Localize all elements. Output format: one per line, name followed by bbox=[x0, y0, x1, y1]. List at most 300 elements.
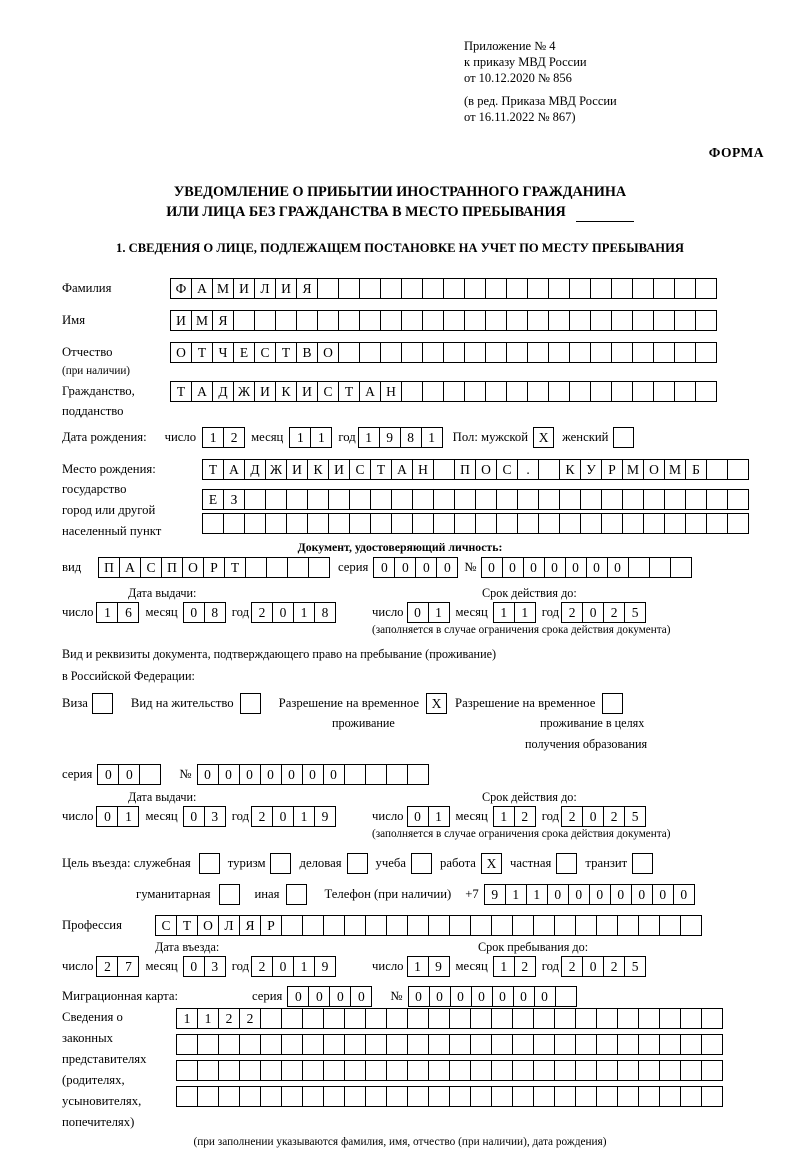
char-cell[interactable] bbox=[527, 278, 549, 299]
char-cell[interactable]: И bbox=[296, 381, 318, 402]
char-cell[interactable]: 1 bbox=[505, 884, 527, 905]
char-cell[interactable] bbox=[491, 1034, 513, 1055]
char-cell[interactable]: 0 bbox=[502, 557, 524, 578]
char-cell[interactable] bbox=[254, 310, 276, 331]
char-cell[interactable]: 0 bbox=[287, 986, 309, 1007]
char-cell[interactable]: 9 bbox=[314, 956, 336, 977]
char-cell[interactable] bbox=[401, 310, 423, 331]
char-cell[interactable] bbox=[443, 342, 465, 363]
char-cell[interactable]: 2 bbox=[514, 956, 536, 977]
char-cell[interactable] bbox=[695, 278, 717, 299]
char-cell[interactable]: Д bbox=[244, 459, 266, 480]
char-cell[interactable] bbox=[307, 513, 329, 534]
char-cell[interactable] bbox=[464, 310, 486, 331]
char-cell[interactable]: Т bbox=[338, 381, 360, 402]
char-cell[interactable]: Т bbox=[202, 459, 224, 480]
char-cell[interactable]: 2 bbox=[239, 1008, 261, 1029]
char-cell[interactable] bbox=[533, 1086, 555, 1107]
char-cell[interactable]: 9 bbox=[379, 427, 401, 448]
char-cell[interactable] bbox=[449, 1034, 471, 1055]
char-cell[interactable] bbox=[449, 1086, 471, 1107]
char-cell[interactable]: С bbox=[496, 459, 518, 480]
char-cell[interactable]: 0 bbox=[272, 602, 294, 623]
char-cell[interactable]: 9 bbox=[484, 884, 506, 905]
char-cell[interactable] bbox=[617, 1034, 639, 1055]
char-cell[interactable]: А bbox=[359, 381, 381, 402]
char-cell[interactable] bbox=[701, 1060, 723, 1081]
char-cell[interactable]: 0 bbox=[394, 557, 416, 578]
char-cell[interactable] bbox=[407, 1034, 429, 1055]
char-cell[interactable]: 2 bbox=[251, 956, 273, 977]
char-cell[interactable] bbox=[674, 310, 696, 331]
char-cell[interactable] bbox=[281, 1008, 303, 1029]
citizenship-input[interactable] bbox=[170, 381, 717, 402]
char-cell[interactable]: 5 bbox=[624, 806, 646, 827]
char-cell[interactable] bbox=[443, 278, 465, 299]
char-cell[interactable]: М bbox=[622, 459, 644, 480]
char-cell[interactable]: 1 bbox=[289, 427, 311, 448]
char-cell[interactable] bbox=[239, 1086, 261, 1107]
birth-year-input[interactable] bbox=[358, 427, 443, 448]
char-cell[interactable]: 0 bbox=[450, 986, 472, 1007]
char-cell[interactable] bbox=[365, 1034, 387, 1055]
char-cell[interactable] bbox=[302, 915, 324, 936]
char-cell[interactable] bbox=[197, 1086, 219, 1107]
char-cell[interactable] bbox=[727, 459, 749, 480]
char-cell[interactable] bbox=[197, 1060, 219, 1081]
char-cell[interactable] bbox=[580, 513, 602, 534]
char-cell[interactable]: С bbox=[254, 342, 276, 363]
char-cell[interactable]: 0 bbox=[513, 986, 535, 1007]
char-cell[interactable] bbox=[659, 1060, 681, 1081]
permit-valid-month-input[interactable] bbox=[493, 806, 536, 827]
char-cell[interactable]: 1 bbox=[407, 956, 429, 977]
char-cell[interactable]: 8 bbox=[204, 602, 226, 623]
char-cell[interactable]: 0 bbox=[534, 986, 556, 1007]
char-cell[interactable] bbox=[370, 489, 392, 510]
char-cell[interactable] bbox=[555, 986, 577, 1007]
permit-valid-day-input[interactable] bbox=[407, 806, 450, 827]
char-cell[interactable]: 0 bbox=[96, 806, 118, 827]
char-cell[interactable] bbox=[617, 915, 639, 936]
char-cell[interactable] bbox=[380, 310, 402, 331]
char-cell[interactable]: 0 bbox=[308, 986, 330, 1007]
char-cell[interactable] bbox=[223, 513, 245, 534]
char-cell[interactable] bbox=[338, 278, 360, 299]
char-cell[interactable] bbox=[527, 342, 549, 363]
char-cell[interactable] bbox=[407, 1008, 429, 1029]
char-cell[interactable]: К bbox=[559, 459, 581, 480]
char-cell[interactable]: К bbox=[307, 459, 329, 480]
char-cell[interactable] bbox=[202, 513, 224, 534]
char-cell[interactable] bbox=[575, 915, 597, 936]
char-cell[interactable]: 1 bbox=[526, 884, 548, 905]
char-cell[interactable]: 2 bbox=[603, 806, 625, 827]
char-cell[interactable]: 0 bbox=[281, 764, 303, 785]
char-cell[interactable]: Ф bbox=[170, 278, 192, 299]
char-cell[interactable] bbox=[575, 1086, 597, 1107]
char-cell[interactable]: 5 bbox=[624, 602, 646, 623]
char-cell[interactable] bbox=[512, 915, 534, 936]
char-cell[interactable]: 1 bbox=[421, 427, 443, 448]
char-cell[interactable] bbox=[338, 342, 360, 363]
char-cell[interactable] bbox=[653, 278, 675, 299]
char-cell[interactable]: О bbox=[182, 557, 204, 578]
purpose-work-checkbox[interactable]: X bbox=[481, 853, 502, 874]
char-cell[interactable]: О bbox=[643, 459, 665, 480]
purpose-service-checkbox[interactable] bbox=[199, 853, 220, 874]
char-cell[interactable]: 0 bbox=[610, 884, 632, 905]
char-cell[interactable]: А bbox=[191, 381, 213, 402]
stay-month-input[interactable] bbox=[493, 956, 536, 977]
char-cell[interactable] bbox=[601, 513, 623, 534]
char-cell[interactable]: М bbox=[191, 310, 213, 331]
char-cell[interactable] bbox=[659, 1086, 681, 1107]
char-cell[interactable] bbox=[701, 1008, 723, 1029]
char-cell[interactable]: С bbox=[317, 381, 339, 402]
char-cell[interactable] bbox=[365, 1060, 387, 1081]
char-cell[interactable] bbox=[260, 1060, 282, 1081]
char-cell[interactable]: 9 bbox=[314, 806, 336, 827]
char-cell[interactable] bbox=[659, 915, 681, 936]
char-cell[interactable]: 0 bbox=[631, 884, 653, 905]
char-cell[interactable] bbox=[506, 310, 528, 331]
purpose-other-checkbox[interactable] bbox=[286, 884, 307, 905]
char-cell[interactable] bbox=[701, 1086, 723, 1107]
char-cell[interactable] bbox=[428, 1008, 450, 1029]
purpose-transit-checkbox[interactable] bbox=[632, 853, 653, 874]
char-cell[interactable] bbox=[590, 310, 612, 331]
char-cell[interactable] bbox=[302, 1060, 324, 1081]
char-cell[interactable] bbox=[370, 513, 392, 534]
char-cell[interactable]: 8 bbox=[314, 602, 336, 623]
char-cell[interactable] bbox=[218, 1034, 240, 1055]
char-cell[interactable]: 0 bbox=[407, 806, 429, 827]
char-cell[interactable]: И bbox=[233, 278, 255, 299]
char-cell[interactable] bbox=[680, 1034, 702, 1055]
char-cell[interactable] bbox=[622, 513, 644, 534]
char-cell[interactable] bbox=[638, 1008, 660, 1029]
char-cell[interactable] bbox=[359, 278, 381, 299]
char-cell[interactable]: Ж bbox=[265, 459, 287, 480]
char-cell[interactable] bbox=[590, 342, 612, 363]
char-cell[interactable] bbox=[308, 557, 330, 578]
char-cell[interactable]: У bbox=[580, 459, 602, 480]
permit-issue-month-input[interactable] bbox=[183, 806, 226, 827]
char-cell[interactable] bbox=[428, 915, 450, 936]
char-cell[interactable]: А bbox=[391, 459, 413, 480]
char-cell[interactable] bbox=[611, 381, 633, 402]
char-cell[interactable] bbox=[281, 1086, 303, 1107]
char-cell[interactable] bbox=[407, 1086, 429, 1107]
char-cell[interactable] bbox=[611, 278, 633, 299]
phone-input[interactable] bbox=[484, 884, 695, 905]
char-cell[interactable]: Л bbox=[218, 915, 240, 936]
char-cell[interactable] bbox=[659, 1034, 681, 1055]
char-cell[interactable]: 2 bbox=[603, 602, 625, 623]
char-cell[interactable] bbox=[344, 915, 366, 936]
char-cell[interactable] bbox=[265, 513, 287, 534]
char-cell[interactable] bbox=[359, 342, 381, 363]
char-cell[interactable] bbox=[422, 381, 444, 402]
char-cell[interactable] bbox=[449, 1008, 471, 1029]
char-cell[interactable] bbox=[527, 381, 549, 402]
char-cell[interactable] bbox=[344, 1086, 366, 1107]
char-cell[interactable] bbox=[296, 310, 318, 331]
char-cell[interactable] bbox=[391, 489, 413, 510]
char-cell[interactable]: Ч bbox=[212, 342, 234, 363]
char-cell[interactable] bbox=[260, 1034, 282, 1055]
char-cell[interactable]: Т bbox=[224, 557, 246, 578]
char-cell[interactable] bbox=[554, 1086, 576, 1107]
residence-checkbox[interactable] bbox=[240, 693, 261, 714]
char-cell[interactable]: М bbox=[212, 278, 234, 299]
char-cell[interactable] bbox=[628, 557, 650, 578]
char-cell[interactable]: Е bbox=[233, 342, 255, 363]
char-cell[interactable]: Т bbox=[370, 459, 392, 480]
char-cell[interactable]: 0 bbox=[183, 602, 205, 623]
char-cell[interactable]: 0 bbox=[492, 986, 514, 1007]
char-cell[interactable]: 1 bbox=[293, 956, 315, 977]
purpose-study-checkbox[interactable] bbox=[411, 853, 432, 874]
char-cell[interactable] bbox=[428, 1086, 450, 1107]
char-cell[interactable]: 0 bbox=[582, 602, 604, 623]
char-cell[interactable] bbox=[727, 489, 749, 510]
char-cell[interactable]: 0 bbox=[183, 956, 205, 977]
permit-number-input[interactable] bbox=[197, 764, 429, 785]
doc-series-input[interactable] bbox=[373, 557, 458, 578]
char-cell[interactable] bbox=[575, 1008, 597, 1029]
char-cell[interactable] bbox=[218, 1086, 240, 1107]
char-cell[interactable]: Б bbox=[685, 459, 707, 480]
entry-year-input[interactable] bbox=[251, 956, 336, 977]
char-cell[interactable] bbox=[386, 915, 408, 936]
char-cell[interactable]: Т bbox=[170, 381, 192, 402]
char-cell[interactable] bbox=[680, 1008, 702, 1029]
char-cell[interactable]: 1 bbox=[310, 427, 332, 448]
char-cell[interactable]: 1 bbox=[493, 956, 515, 977]
char-cell[interactable]: 0 bbox=[350, 986, 372, 1007]
char-cell[interactable] bbox=[695, 342, 717, 363]
char-cell[interactable] bbox=[485, 310, 507, 331]
char-cell[interactable] bbox=[590, 278, 612, 299]
char-cell[interactable] bbox=[323, 1060, 345, 1081]
char-cell[interactable] bbox=[533, 1008, 555, 1029]
char-cell[interactable]: 0 bbox=[323, 764, 345, 785]
edu-residence-checkbox[interactable] bbox=[602, 693, 623, 714]
char-cell[interactable] bbox=[244, 489, 266, 510]
char-cell[interactable] bbox=[506, 278, 528, 299]
char-cell[interactable] bbox=[706, 459, 728, 480]
char-cell[interactable]: 0 bbox=[673, 884, 695, 905]
char-cell[interactable] bbox=[380, 342, 402, 363]
permit-valid-year-input[interactable] bbox=[561, 806, 646, 827]
char-cell[interactable] bbox=[491, 1008, 513, 1029]
char-cell[interactable]: И bbox=[170, 310, 192, 331]
char-cell[interactable]: 1 bbox=[176, 1008, 198, 1029]
doc-issue-day-input[interactable] bbox=[96, 602, 139, 623]
char-cell[interactable] bbox=[244, 513, 266, 534]
char-cell[interactable] bbox=[407, 764, 429, 785]
char-cell[interactable]: И bbox=[328, 459, 350, 480]
char-cell[interactable] bbox=[176, 1060, 198, 1081]
char-cell[interactable] bbox=[611, 342, 633, 363]
char-cell[interactable] bbox=[401, 342, 423, 363]
char-cell[interactable]: 6 bbox=[117, 602, 139, 623]
doc-valid-year-input[interactable] bbox=[561, 602, 646, 623]
char-cell[interactable] bbox=[695, 310, 717, 331]
char-cell[interactable] bbox=[349, 513, 371, 534]
char-cell[interactable] bbox=[281, 1034, 303, 1055]
char-cell[interactable] bbox=[527, 310, 549, 331]
char-cell[interactable] bbox=[218, 1060, 240, 1081]
char-cell[interactable]: П bbox=[161, 557, 183, 578]
char-cell[interactable]: И bbox=[286, 459, 308, 480]
char-cell[interactable]: 8 bbox=[400, 427, 422, 448]
char-cell[interactable]: З bbox=[223, 489, 245, 510]
char-cell[interactable]: 0 bbox=[586, 557, 608, 578]
temp-residence-checkbox[interactable]: X bbox=[426, 693, 447, 714]
char-cell[interactable]: О bbox=[197, 915, 219, 936]
char-cell[interactable] bbox=[176, 1086, 198, 1107]
char-cell[interactable]: 0 bbox=[183, 806, 205, 827]
legal-rep-input-3[interactable] bbox=[176, 1060, 723, 1081]
char-cell[interactable] bbox=[328, 489, 350, 510]
char-cell[interactable]: Н bbox=[380, 381, 402, 402]
migration-number-input[interactable] bbox=[408, 986, 577, 1007]
char-cell[interactable] bbox=[401, 278, 423, 299]
char-cell[interactable] bbox=[239, 1060, 261, 1081]
char-cell[interactable] bbox=[653, 342, 675, 363]
char-cell[interactable]: 5 bbox=[624, 956, 646, 977]
profession-input[interactable] bbox=[155, 915, 702, 936]
char-cell[interactable]: 1 bbox=[117, 806, 139, 827]
char-cell[interactable]: 1 bbox=[358, 427, 380, 448]
char-cell[interactable]: 9 bbox=[428, 956, 450, 977]
char-cell[interactable] bbox=[302, 1034, 324, 1055]
char-cell[interactable] bbox=[548, 381, 570, 402]
surname-input[interactable] bbox=[170, 278, 717, 299]
char-cell[interactable]: 0 bbox=[547, 884, 569, 905]
char-cell[interactable] bbox=[575, 1060, 597, 1081]
char-cell[interactable] bbox=[260, 1008, 282, 1029]
char-cell[interactable]: 0 bbox=[373, 557, 395, 578]
char-cell[interactable] bbox=[512, 1034, 534, 1055]
char-cell[interactable]: 1 bbox=[493, 602, 515, 623]
char-cell[interactable] bbox=[538, 459, 560, 480]
char-cell[interactable] bbox=[727, 513, 749, 534]
char-cell[interactable] bbox=[139, 764, 161, 785]
char-cell[interactable] bbox=[664, 489, 686, 510]
char-cell[interactable] bbox=[580, 489, 602, 510]
char-cell[interactable] bbox=[680, 1060, 702, 1081]
char-cell[interactable]: 2 bbox=[218, 1008, 240, 1029]
char-cell[interactable] bbox=[554, 1008, 576, 1029]
char-cell[interactable] bbox=[323, 915, 345, 936]
char-cell[interactable] bbox=[533, 1060, 555, 1081]
char-cell[interactable]: М bbox=[664, 459, 686, 480]
char-cell[interactable] bbox=[386, 1008, 408, 1029]
char-cell[interactable] bbox=[344, 1008, 366, 1029]
birth-month-input[interactable] bbox=[289, 427, 332, 448]
birth-day-input[interactable] bbox=[202, 427, 245, 448]
entry-day-input[interactable] bbox=[96, 956, 139, 977]
birthplace-input-row-2[interactable] bbox=[202, 489, 749, 510]
char-cell[interactable] bbox=[449, 1060, 471, 1081]
char-cell[interactable] bbox=[287, 557, 309, 578]
char-cell[interactable]: 2 bbox=[514, 806, 536, 827]
char-cell[interactable] bbox=[422, 310, 444, 331]
birthplace-input-row-1[interactable] bbox=[202, 459, 749, 480]
char-cell[interactable] bbox=[470, 1060, 492, 1081]
char-cell[interactable] bbox=[638, 1060, 660, 1081]
stay-year-input[interactable] bbox=[561, 956, 646, 977]
doc-issue-year-input[interactable] bbox=[251, 602, 336, 623]
char-cell[interactable] bbox=[386, 1034, 408, 1055]
char-cell[interactable] bbox=[197, 1034, 219, 1055]
char-cell[interactable] bbox=[428, 1034, 450, 1055]
char-cell[interactable] bbox=[464, 342, 486, 363]
char-cell[interactable] bbox=[391, 513, 413, 534]
char-cell[interactable] bbox=[485, 381, 507, 402]
char-cell[interactable] bbox=[407, 915, 429, 936]
doc-kind-input[interactable] bbox=[98, 557, 330, 578]
char-cell[interactable]: Я bbox=[296, 278, 318, 299]
char-cell[interactable] bbox=[281, 1060, 303, 1081]
char-cell[interactable]: О bbox=[475, 459, 497, 480]
char-cell[interactable]: Я bbox=[239, 915, 261, 936]
char-cell[interactable] bbox=[685, 513, 707, 534]
char-cell[interactable] bbox=[344, 1060, 366, 1081]
char-cell[interactable] bbox=[344, 764, 366, 785]
char-cell[interactable] bbox=[470, 1008, 492, 1029]
char-cell[interactable] bbox=[554, 1060, 576, 1081]
legal-rep-input-4[interactable] bbox=[176, 1086, 723, 1107]
char-cell[interactable] bbox=[470, 1034, 492, 1055]
char-cell[interactable]: . bbox=[517, 459, 539, 480]
char-cell[interactable] bbox=[386, 1086, 408, 1107]
char-cell[interactable] bbox=[239, 1034, 261, 1055]
purpose-business-checkbox[interactable] bbox=[347, 853, 368, 874]
char-cell[interactable] bbox=[512, 1060, 534, 1081]
char-cell[interactable]: 0 bbox=[568, 884, 590, 905]
patronymic-input[interactable] bbox=[170, 342, 717, 363]
char-cell[interactable]: 1 bbox=[428, 602, 450, 623]
char-cell[interactable] bbox=[512, 1008, 534, 1029]
char-cell[interactable]: 0 bbox=[197, 764, 219, 785]
char-cell[interactable]: 0 bbox=[607, 557, 629, 578]
char-cell[interactable]: О bbox=[170, 342, 192, 363]
char-cell[interactable] bbox=[365, 764, 387, 785]
char-cell[interactable] bbox=[275, 310, 297, 331]
char-cell[interactable] bbox=[533, 915, 555, 936]
char-cell[interactable]: 0 bbox=[218, 764, 240, 785]
char-cell[interactable] bbox=[601, 489, 623, 510]
char-cell[interactable] bbox=[485, 342, 507, 363]
char-cell[interactable] bbox=[266, 557, 288, 578]
char-cell[interactable] bbox=[286, 513, 308, 534]
char-cell[interactable] bbox=[674, 342, 696, 363]
char-cell[interactable] bbox=[569, 310, 591, 331]
char-cell[interactable]: И bbox=[275, 278, 297, 299]
char-cell[interactable] bbox=[617, 1008, 639, 1029]
char-cell[interactable]: 0 bbox=[429, 986, 451, 1007]
char-cell[interactable] bbox=[617, 1060, 639, 1081]
char-cell[interactable] bbox=[538, 489, 560, 510]
char-cell[interactable] bbox=[470, 915, 492, 936]
doc-valid-day-input[interactable] bbox=[407, 602, 450, 623]
char-cell[interactable] bbox=[412, 513, 434, 534]
